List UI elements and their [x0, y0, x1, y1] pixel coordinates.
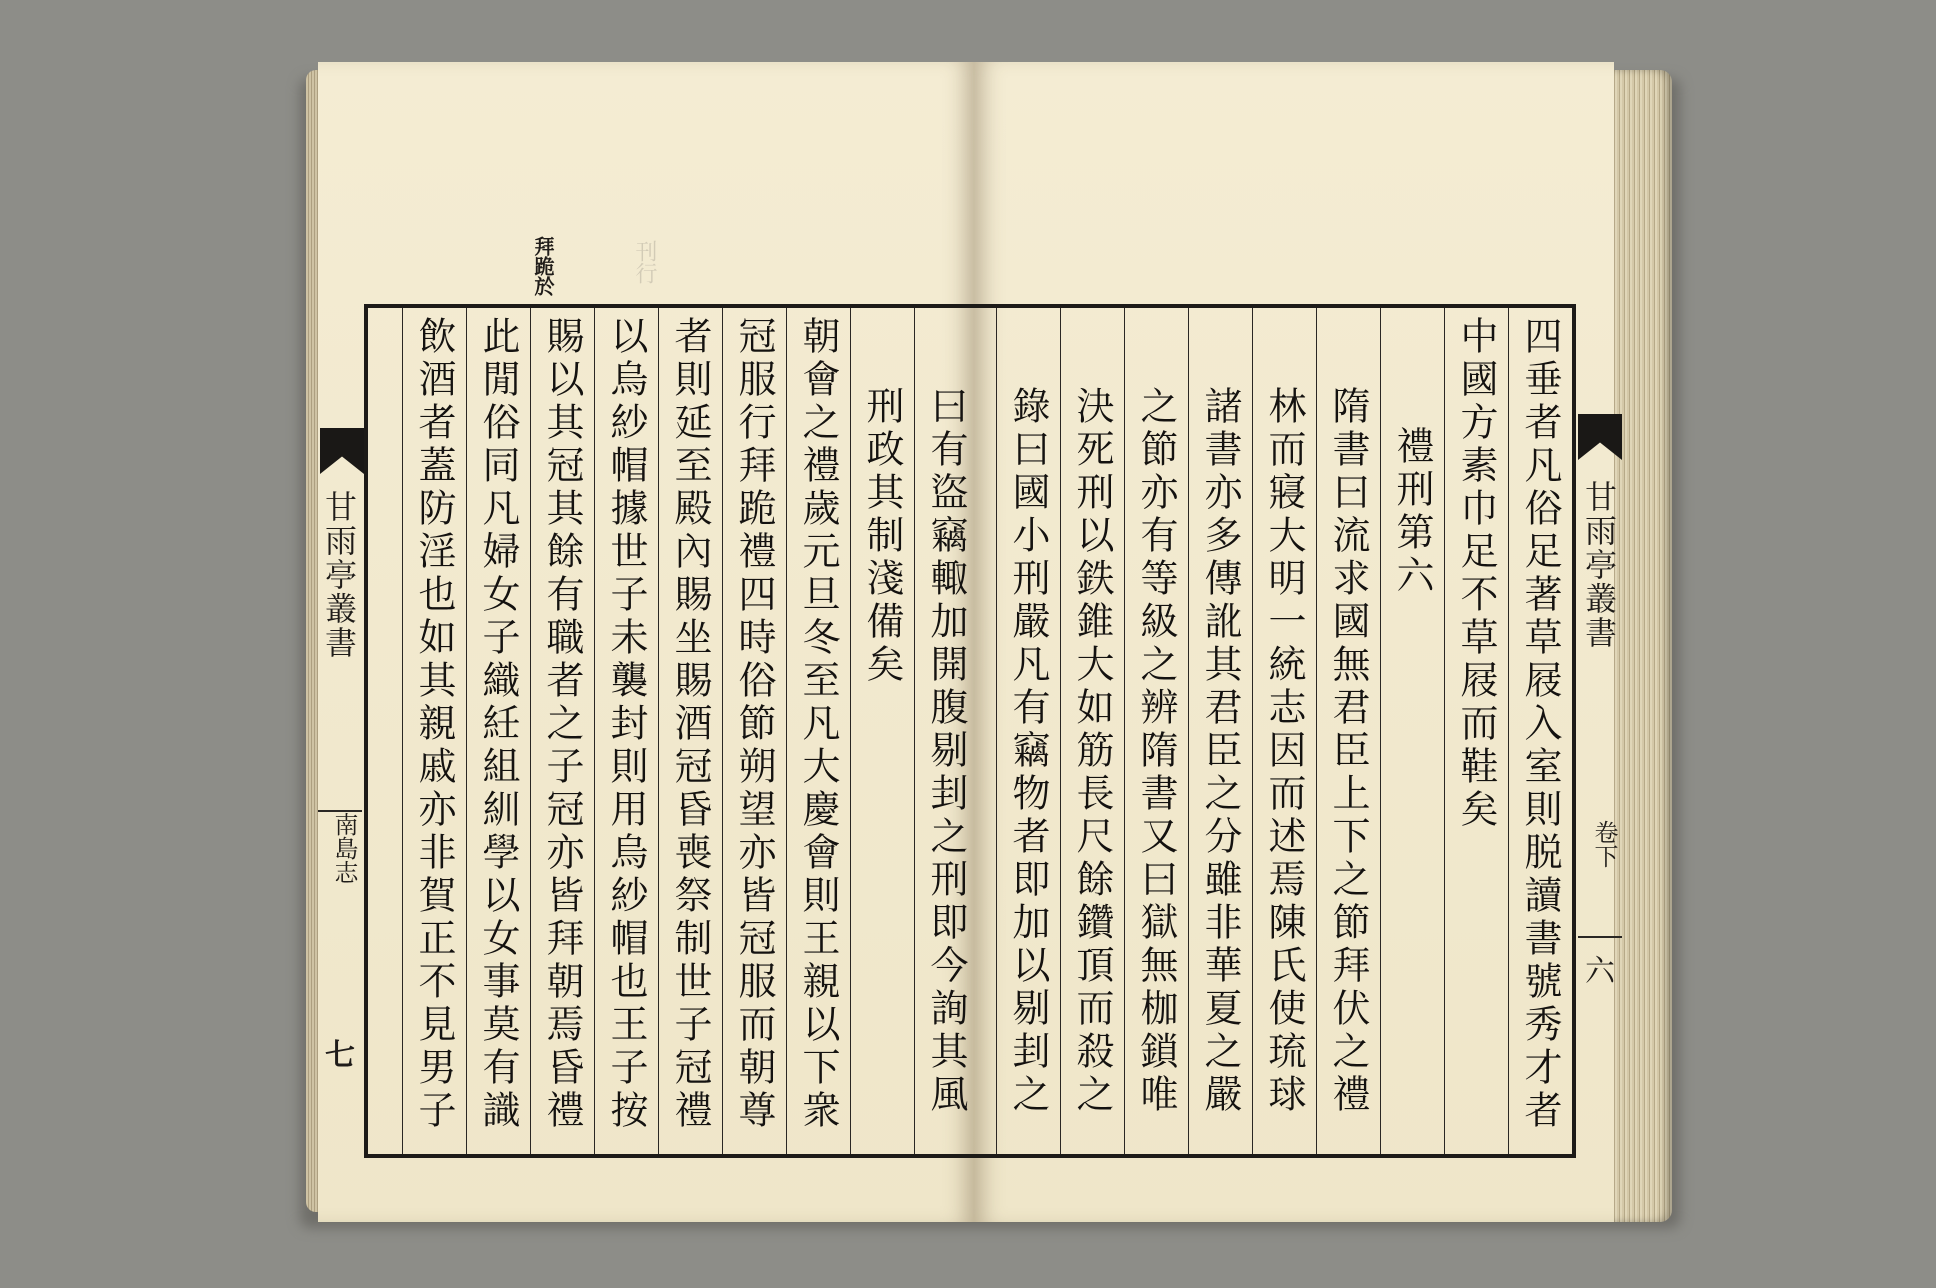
text-column: 中國方素巾足不草屐而鞋矣: [1444, 308, 1508, 1154]
left-top-note: 拜跪於: [531, 236, 555, 296]
text-column: 諸書亦多傳訛其君臣之分雖非華夏之嚴: [1188, 308, 1252, 1154]
text-column: 林而寢大明一統志因而述焉陳氏使琉球: [1252, 308, 1316, 1154]
text-column: 四垂者凡俗足著草屐入室則脱讀書號秀才者: [1508, 308, 1572, 1154]
text-column: 曰有盜竊輙加開腹剔刲之刑即今詢其風: [914, 308, 978, 1154]
text-column: 錄曰國小刑嚴凡有竊物者即加以剔刲之: [996, 308, 1060, 1154]
left-margin-title: 甘雨亭叢書: [320, 490, 358, 660]
text-column: 刑政其制淺備矣: [850, 308, 914, 1154]
right-margin-volume: 卷下: [1590, 820, 1618, 868]
text-column: 飲酒者蓋防淫也如其親戚亦非賀正不見男子: [402, 308, 466, 1154]
right-page-number: 六: [1578, 936, 1622, 990]
text-column: 此閒俗同凡婦女子織紝組紃學以女事莫有識: [466, 308, 530, 1154]
text-column: 冠服行拜跪禮四時俗節朔望亦皆冠服而朝尊: [722, 308, 786, 1154]
right-text-frame: [974, 304, 1576, 1158]
text-column: 者則延至殿內賜坐賜酒冠昏喪祭制世子冠禮: [658, 308, 722, 1154]
bleed-through-marks: 刊行: [632, 240, 657, 284]
text-column: 以烏紗帽據世子未襲封則用烏紗帽也王子按: [594, 308, 658, 1154]
text-column: 隋書曰流求國無君臣上下之節拜伏之禮: [1316, 308, 1380, 1154]
section-heading: 禮刑第六: [1380, 308, 1444, 1154]
text-column: 之節亦有等級之辨隋書又曰獄無枷鎖唯: [1124, 308, 1188, 1154]
text-column: 決死刑以鉄錐大如筋長尺餘鑽頂而殺之: [1060, 308, 1124, 1154]
left-page-number: 七: [325, 1038, 355, 1073]
left-margin-footer: 南島志: [318, 810, 362, 1012]
right-margin-title: 甘雨亭叢書: [1580, 480, 1618, 650]
text-column: 朝會之禮歲元旦冬至凡大慶會則王親以下衆: [786, 308, 850, 1154]
left-text-frame: [364, 304, 978, 1158]
text-column: 賜以其冠其餘有職者之子冠亦皆拜朝焉昏禮: [530, 308, 594, 1154]
